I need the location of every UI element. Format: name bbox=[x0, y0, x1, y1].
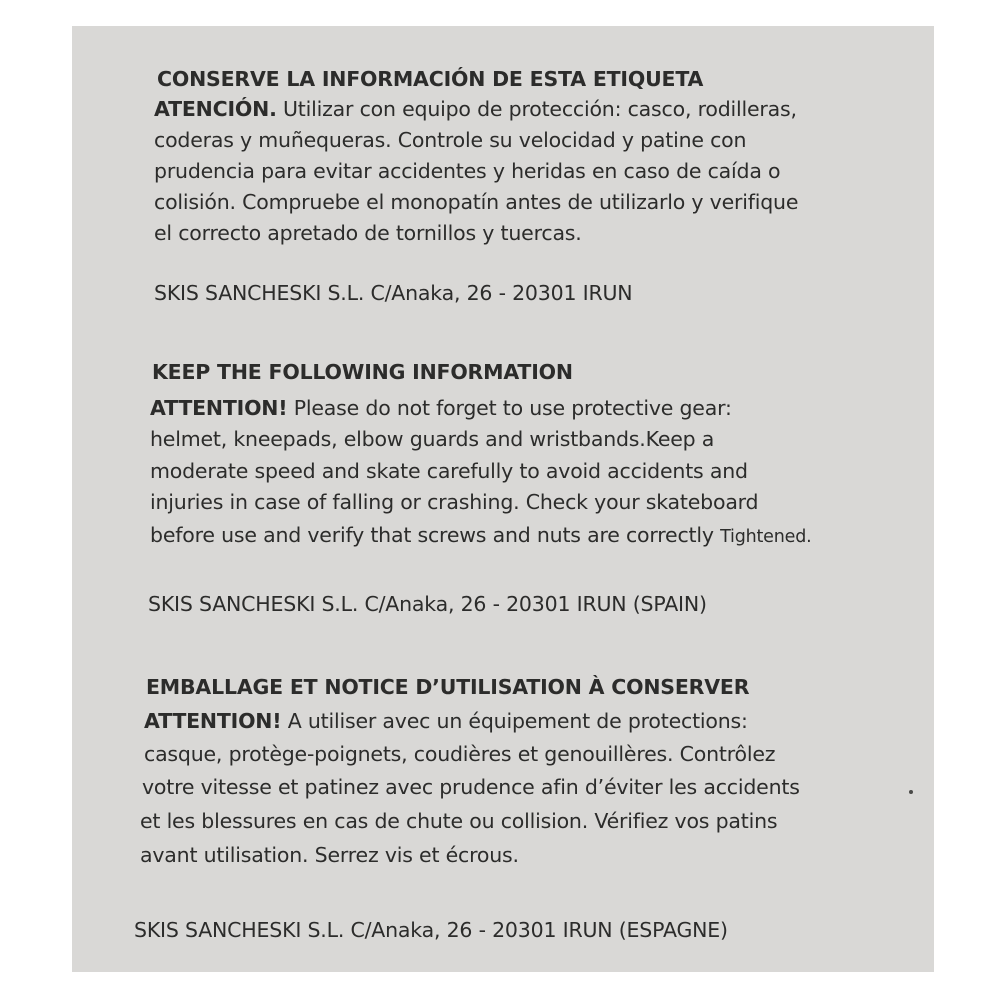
english-line-5 bbox=[150, 520, 811, 554]
english-address: SKIS SANCHESKI S.L. C/Anaka, 26 - 20301 IRUN (SPAIN) bbox=[148, 592, 707, 616]
french-lead: ATTENTION! bbox=[144, 709, 282, 733]
french-line-3: votre vitesse et patinez avec prudence afin d’éviter les accidents bbox=[142, 775, 800, 799]
spanish-heading: CONSERVE LA INFORMACIÓN DE ESTA ETIQUETA bbox=[157, 67, 704, 91]
english-line-3: moderate speed and skate carefully to avoid accidents and bbox=[150, 459, 748, 483]
english-line-1 bbox=[150, 393, 732, 425]
spanish-line-1-rest: Utilizar con equipo de protección: casco, rodilleras, bbox=[276, 97, 797, 121]
english-line-1-rest: Please do not forget to use protective gear: bbox=[287, 396, 732, 420]
french-line-5: avant utilisation. Serrez vis et écrous. bbox=[140, 843, 519, 867]
spanish-line-4: colisión. Compruebe el monopatín antes de utilizarlo y verifique bbox=[154, 190, 799, 214]
french-address: SKIS SANCHESKI S.L. C/Anaka, 26 - 20301 IRUN (ESPAGNE) bbox=[134, 918, 728, 942]
english-lead: ATTENTION! bbox=[150, 396, 288, 420]
english-heading: KEEP THE FOLLOWING INFORMATION bbox=[152, 360, 573, 384]
spanish-line-1 bbox=[154, 94, 797, 126]
spanish-lead: ATENCIÓN. bbox=[154, 97, 277, 121]
english-line-4: injuries in case of falling or crashing. Check your skateboard bbox=[150, 490, 759, 514]
english-line-5-main: before use and verify that screws and nuts are correctly bbox=[150, 523, 721, 547]
french-line-1-rest: A utiliser avec un équipement de protections: bbox=[281, 709, 748, 733]
spanish-line-5: el correcto apretado de tornillos y tuercas. bbox=[154, 221, 582, 245]
print-speck bbox=[909, 790, 913, 794]
spanish-line-2: coderas y muñequeras. Controle su velocidad y patine con bbox=[154, 128, 747, 152]
spanish-address: SKIS SANCHESKI S.L. C/Anaka, 26 - 20301 IRUN bbox=[154, 281, 633, 305]
spanish-line-3: prudencia para evitar accidentes y heridas en caso de caída o bbox=[154, 159, 781, 183]
french-line-2: casque, protège-poignets, coudières et genouillères. Contrôlez bbox=[144, 742, 776, 766]
french-line-1 bbox=[144, 706, 748, 738]
english-line-2: helmet, kneepads, elbow guards and wristbands.Keep a bbox=[150, 427, 715, 451]
english-line-5-small: Tightened. bbox=[720, 527, 812, 547]
french-line-4: et les blessures en cas de chute ou collision. Vérifiez vos patins bbox=[140, 809, 778, 833]
french-heading: EMBALLAGE ET NOTICE D’UTILISATION À CONSERVER bbox=[146, 675, 750, 699]
